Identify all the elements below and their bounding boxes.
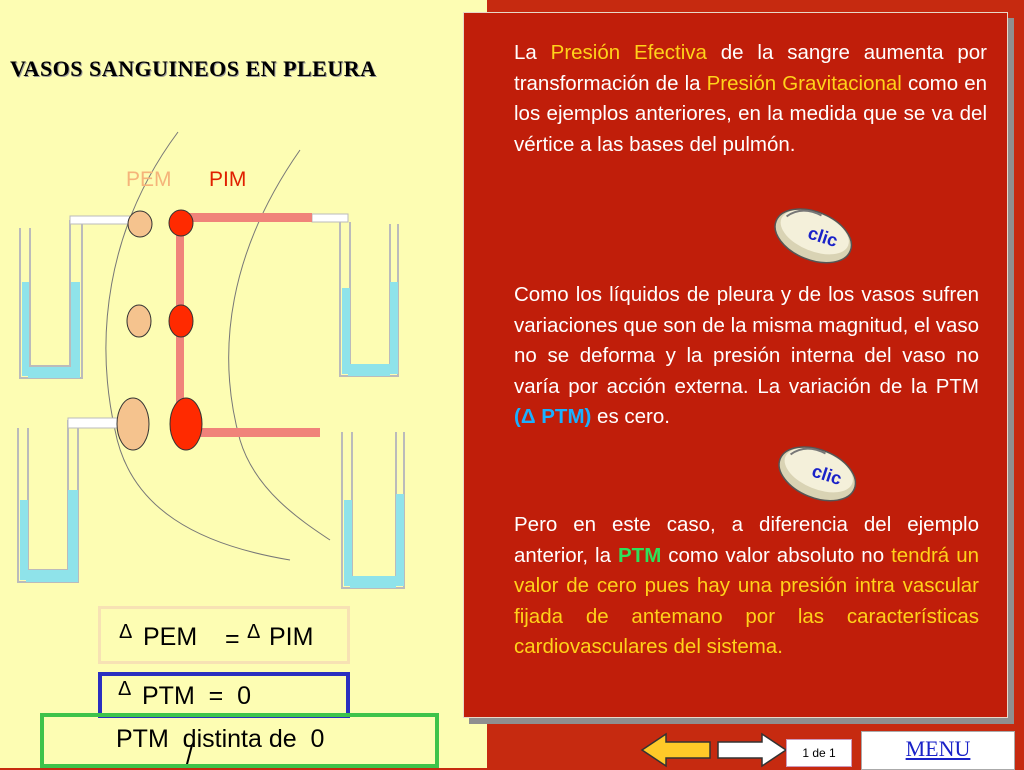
paragraph-ptm-absoluto: Pero en este caso, a diferencia del ejemplo anterior, la PTM como valor absoluto no tendrá un valor de cero pues hay una presión intra vascular fijada de antemano por las características cardiovasculares del sistema.: [514, 513, 979, 658]
delta-symbol: Δ: [247, 621, 261, 643]
pleura-curve-right: [229, 150, 330, 540]
slide-title: VASOS SANGUINEOS EN PLEURA: [10, 56, 377, 81]
delta-symbol: Δ: [119, 621, 133, 643]
eq1-operator: =: [225, 625, 240, 653]
manometer-top-left: [20, 216, 130, 378]
pim-dot-top: [169, 210, 193, 236]
mouse-clic-icon[interactable]: [768, 198, 860, 270]
manometer-bottom-right: [342, 432, 404, 588]
eq3-text: PTM distinta de 0: [116, 725, 325, 753]
paragraph-liquidos-pleura: Como los líquidos de pleura y de los vasos sufren variaciones que son de la misma magnitud, el vaso no se deforma y la presión interna del vaso no varía por acción externa. La variación de la PTM (Δ PTM) es cero.: [514, 283, 979, 428]
pem-label: PEM: [126, 168, 172, 191]
pem-dot-middle: [127, 305, 151, 337]
eq1-pem: PEM: [143, 623, 198, 651]
pim-dot-bottom: [170, 398, 202, 450]
svg-text:clic: clic: [805, 222, 841, 252]
pim-label: PIM: [209, 168, 247, 191]
delta-symbol: Δ: [118, 678, 132, 700]
manometer-bottom-left: [18, 418, 120, 582]
svg-text:clic: clic: [809, 460, 845, 490]
equation-delta-ptm: [98, 672, 350, 718]
arrow-right-icon[interactable]: [716, 732, 788, 768]
pim-dot-middle: [169, 305, 193, 337]
mouse-clic-icon[interactable]: [772, 436, 864, 508]
blood-vessel: [176, 213, 320, 437]
arrow-left-icon[interactable]: [640, 732, 712, 768]
menu-button[interactable]: MENU: [861, 731, 1015, 770]
equation-ptm-not-zero: [40, 713, 439, 768]
manometer-top-right: [312, 214, 398, 376]
pem-dot-bottom: [117, 398, 149, 450]
eq2-text: PTM = 0: [142, 682, 252, 710]
eq1-pim: PIM: [269, 623, 314, 651]
equation-delta-pem-pim: [98, 606, 350, 664]
page-indicator: 1 de 1: [786, 739, 852, 767]
paragraph-presion-efectiva: La Presión Efectiva de la sangre aumenta por transformación de la Presión Gravitacional como en los ejemplos anteriores, en la medida que se va del vértice a las bases del pulmón.: [514, 41, 988, 156]
pleura-curve-left: [106, 132, 290, 560]
pem-dot-top: [128, 211, 152, 237]
